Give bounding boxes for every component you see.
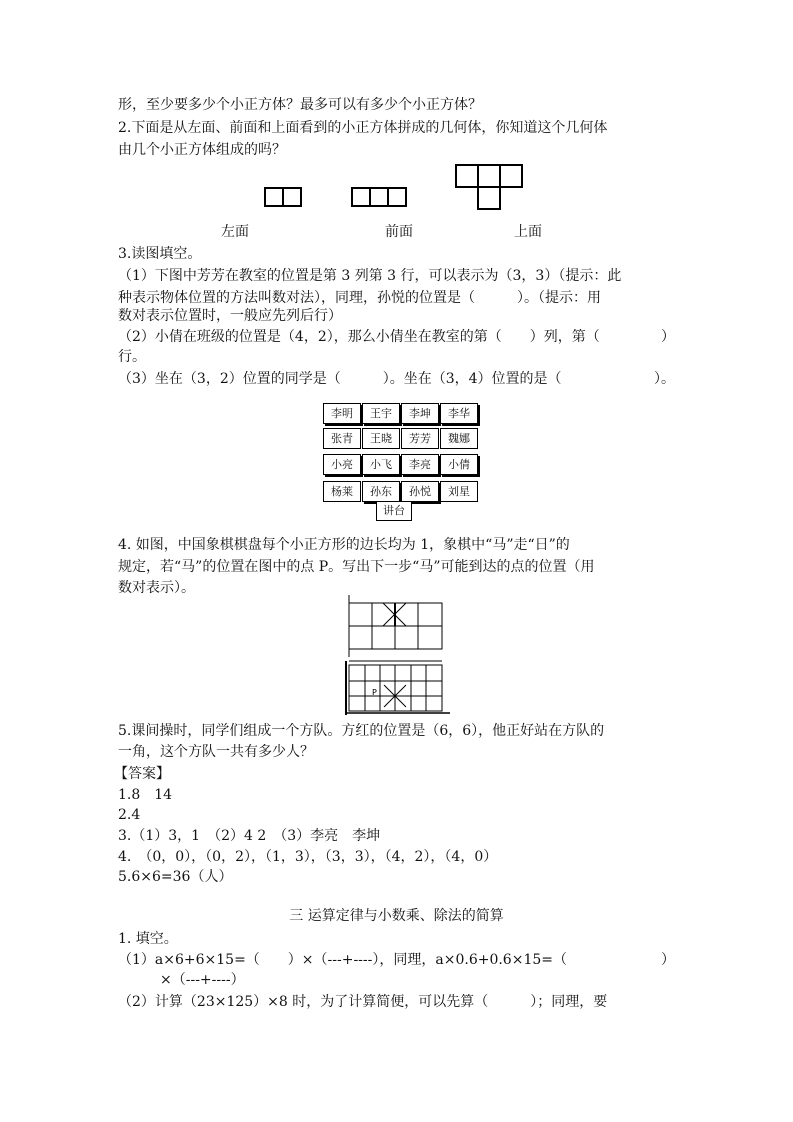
- cube: [477, 186, 501, 210]
- seat-cell: 魏娜: [440, 428, 478, 449]
- section3-line1-bracket: ）: [661, 952, 675, 968]
- answers-title: 【答案】: [114, 766, 170, 782]
- seat-cell: 杨莱: [323, 481, 361, 502]
- cube: [499, 164, 523, 188]
- chessboard-diagram: [338, 595, 463, 720]
- seat-cell: 李明: [323, 403, 361, 424]
- view-label-left: 左面: [221, 224, 249, 240]
- podium-cell: 讲台: [376, 502, 412, 521]
- cube: [282, 187, 302, 207]
- section-heading: 三 运算定律与小数乘、除法的简算: [289, 908, 504, 924]
- q3-part3-bracket: ）。: [654, 371, 675, 387]
- q3-part2-line1: [118, 327, 675, 347]
- seat-cell: 孙东: [362, 481, 400, 502]
- cube: [455, 164, 479, 188]
- q1-tail-text: 形，至少要多少个小正方体？最多可以有多少个小正方体？: [118, 97, 482, 113]
- section3-line3-text: （2）计算（23×125）×8 时，为了计算简便，可以先算（ ）；同理，要: [118, 994, 608, 1010]
- q3-part2-bracket: ）: [661, 329, 675, 345]
- q3-part1-line1: （1）下图中芳芳在教室的位置是第 3 列第 3 行，可以表示为（3，3）（提示：此: [118, 268, 622, 284]
- section3-line1: [118, 950, 675, 970]
- q4-line1: [118, 535, 675, 555]
- view-label-front: 前面: [385, 224, 413, 240]
- seat-cell: 芳芳: [401, 428, 439, 449]
- answer-1: 1.8 14: [118, 787, 173, 803]
- q3-part2-text: （2）小倩在班级的位置是（4，2），那么小倩坐在教室的第（ ）列，第（: [118, 329, 600, 345]
- answer-5: 5.6×6=36（人）: [118, 869, 233, 885]
- q4-line1-text: 4. 如图，中国象棋棋盘每个小正方形的边长均为 1，象棋中“马”走“日”的: [118, 537, 570, 553]
- seat-cell: 李坤: [401, 403, 439, 424]
- q3-part1-line3: 数对表示位置时，一般应先列后行）: [118, 308, 342, 324]
- answer-4: 4. （0，0），（0，2），（1，3），（3，3），（4，2），（4，0）: [118, 849, 498, 865]
- point-p-label: P: [372, 688, 377, 697]
- seat-cell: 李华: [440, 403, 478, 424]
- section3-line3: [118, 992, 675, 1012]
- section3-line2: ×（---+----）: [160, 972, 245, 988]
- seat-cell: 张青: [323, 428, 361, 449]
- seat-cell: 小飞: [362, 454, 400, 475]
- q3-part3-text: （3）坐在（3，2）位置的同学是（ ）。坐在（3，4）位置的是（: [118, 371, 562, 387]
- q4-line2: 规定，若“马”的位置在图中的点 P。写出下一步“马”可能到达的点的位置（用: [118, 559, 595, 575]
- q3-part3-line: [118, 369, 675, 389]
- section3-line1-text: （1）a×6+6×15=（ ）×（---+----），同理，a×0.6+0.6×15=（: [118, 952, 567, 968]
- q2-line1: 2.下面是从左面、前面和上面看到的小正方体拼成的几何体，你知道这个几何体: [118, 120, 608, 136]
- seat-cell: 小倩: [440, 454, 478, 475]
- cube: [264, 187, 284, 207]
- cube: [477, 164, 501, 188]
- seat-cell: 小亮: [323, 454, 361, 475]
- q3-part1-line2: 种表示物体位置的方法叫数对法），同理，孙悦的位置是（ ）。（提示：用: [118, 290, 601, 306]
- seat-cell: 王晓: [362, 428, 400, 449]
- seat-cell: 李亮: [401, 454, 439, 475]
- q5-line1: 5.课间操时，同学们组成一个方队。方红的位置是（6，6），他正好站在方队的: [118, 723, 605, 739]
- q4-line3: 数对表示）。: [118, 580, 195, 596]
- answer-2: 2.4: [118, 807, 141, 823]
- view-label-top: 上面: [514, 224, 542, 240]
- q2-line2: 由几个小正方体组成的吗？: [118, 142, 286, 158]
- seat-cell: 刘星: [440, 481, 478, 502]
- q3-part2-line2: 行。: [118, 349, 146, 365]
- cube: [369, 187, 389, 207]
- section3-q1-title: 1. 填空。: [118, 931, 178, 947]
- q5-line2: 一角，这个方队一共有多少人？: [118, 744, 314, 760]
- answer-3: 3.（1）3，1 （2）4 2 （3）李亮 李坤: [118, 828, 381, 844]
- cube: [387, 187, 407, 207]
- q3-title: 3.读图填空。: [118, 246, 202, 262]
- seat-cell: 孙悦: [401, 481, 439, 502]
- cube: [351, 187, 371, 207]
- seat-cell: 王宇: [362, 403, 400, 424]
